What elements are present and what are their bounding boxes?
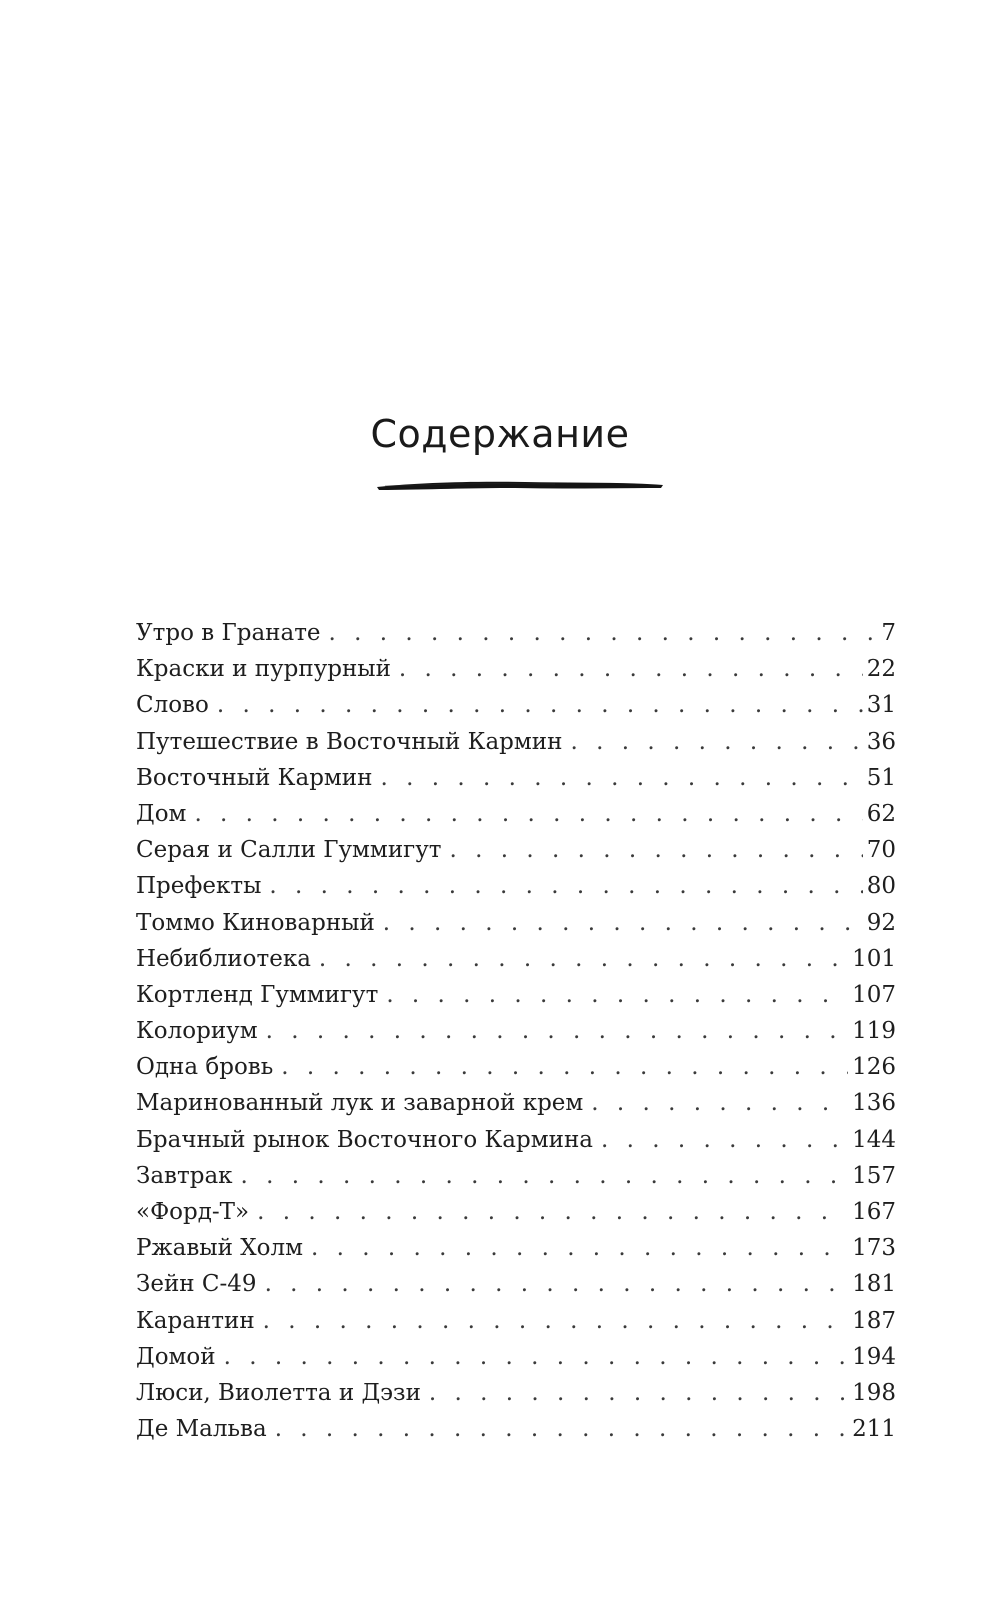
dot-leader (383, 910, 863, 936)
toc-entry-title: Зейн С-49 (136, 1271, 257, 1298)
toc-entry (136, 873, 896, 909)
toc-entry-page-number: 173 (852, 1235, 896, 1262)
toc-entry-title: Утро в Гранате (136, 620, 321, 646)
dot-leader (570, 729, 862, 755)
dot-leader (380, 765, 862, 791)
toc-entry-page-number: 157 (852, 1162, 896, 1189)
toc-entry-page-number: 136 (852, 1090, 896, 1117)
dot-leader (601, 1127, 848, 1153)
toc-entry-title: «Форд-Т» (136, 1199, 250, 1225)
dot-leader (265, 1271, 849, 1297)
toc-entry (136, 1235, 896, 1271)
toc-entry-title: Краски и пурпурный (136, 656, 391, 683)
toc-entry (136, 1090, 896, 1126)
toc-entry-page-number: 70 (866, 837, 896, 864)
toc-entry (136, 729, 896, 765)
toc-entry-page-number: 101 (852, 945, 896, 972)
toc-entry (136, 982, 896, 1018)
toc-entry (136, 656, 896, 692)
toc-entry-title: Серая и Салли Гуммигут (136, 837, 442, 864)
toc-entry-title: Одна бровь (136, 1054, 274, 1081)
toc-entry-title: Маринованный лук и заварной крем (136, 1090, 584, 1117)
toc-entry (136, 801, 896, 837)
toc-entry-page-number: 51 (866, 764, 896, 791)
toc-entry-page-number: 7 (881, 620, 896, 646)
dot-leader (194, 801, 862, 827)
toc-entry (136, 1308, 896, 1344)
toc-entry-page-number: 36 (866, 728, 896, 755)
dot-leader (224, 1344, 848, 1370)
dot-leader (386, 982, 848, 1008)
toc-entry-page-number: 92 (866, 909, 896, 936)
toc-entry (136, 1416, 896, 1452)
toc-entry-title: Префекты (136, 873, 262, 900)
dot-leader (281, 1054, 848, 1080)
toc-entry-page-number: 31 (866, 692, 896, 719)
toc-entry-title: Домой (136, 1343, 216, 1370)
toc-entry (136, 1163, 896, 1199)
dot-leader (429, 1380, 848, 1406)
page-title: Содержание (370, 412, 630, 456)
dot-leader (266, 1018, 849, 1044)
toc-entry (136, 1018, 896, 1054)
toc-entry-title: Брачный рынок Восточного Кармина (136, 1126, 594, 1153)
toc-entry-title: Слово (136, 692, 209, 719)
toc-entry (136, 765, 896, 801)
toc-entry-title: Небиблиотека (136, 945, 311, 972)
toc-entry (136, 620, 896, 656)
dot-leader (217, 692, 863, 718)
toc-entry-page-number: 62 (866, 800, 896, 827)
dot-leader (269, 873, 862, 899)
toc-entry-page-number: 211 (852, 1416, 896, 1443)
toc-entry-title: Кортленд Гуммигут (136, 981, 379, 1008)
dot-leader (591, 1090, 848, 1116)
toc-entry (136, 910, 896, 946)
toc-entry (136, 692, 896, 728)
toc-entry-title: Восточный Кармин (136, 764, 373, 791)
toc-entry-title: Колориум (136, 1018, 258, 1045)
toc-entry (136, 1054, 896, 1090)
dot-leader (449, 837, 862, 863)
toc-entry (136, 837, 896, 873)
toc-entry (136, 1127, 896, 1163)
toc-entry-title: Завтрак (136, 1162, 233, 1189)
toc-entry (136, 1199, 896, 1235)
table-of-contents (136, 620, 896, 1452)
dot-leader (311, 1235, 848, 1261)
toc-entry-page-number: 194 (852, 1343, 896, 1370)
toc-entry-page-number: 119 (852, 1018, 896, 1045)
toc-entry-page-number: 22 (866, 656, 896, 683)
toc-entry-page-number: 80 (866, 873, 896, 900)
toc-entry-page-number: 181 (852, 1271, 896, 1298)
toc-entry (136, 946, 896, 982)
toc-entry-page-number: 107 (852, 981, 896, 1008)
toc-entry-title: Томмо Киноварный (136, 909, 375, 936)
toc-entry-page-number: 198 (852, 1379, 896, 1406)
toc-entry-title: Карантин (136, 1307, 255, 1334)
toc-entry (136, 1271, 896, 1307)
dot-leader (275, 1416, 848, 1442)
toc-entry (136, 1344, 896, 1380)
toc-entry-page-number: 187 (852, 1307, 896, 1334)
toc-entry-page-number: 144 (852, 1126, 896, 1153)
toc-entry-page-number: 167 (852, 1199, 896, 1225)
toc-entry-title: Де Мальва (136, 1416, 267, 1443)
dot-leader (329, 620, 878, 646)
dot-leader (399, 656, 863, 682)
dot-leader (319, 946, 848, 972)
dot-leader (241, 1163, 849, 1189)
dot-leader (263, 1308, 848, 1334)
toc-entry-page-number: 126 (852, 1054, 896, 1081)
brush-stroke-divider (375, 476, 665, 496)
toc-entry-title: Путешествие в Восточный Кармин (136, 728, 563, 755)
toc-entry-title: Ржавый Холм (136, 1235, 303, 1262)
toc-entry-title: Дом (136, 800, 187, 827)
toc-entry-title: Люси, Виолетта и Дэзи (136, 1379, 421, 1406)
dot-leader (257, 1199, 848, 1225)
toc-entry (136, 1380, 896, 1416)
